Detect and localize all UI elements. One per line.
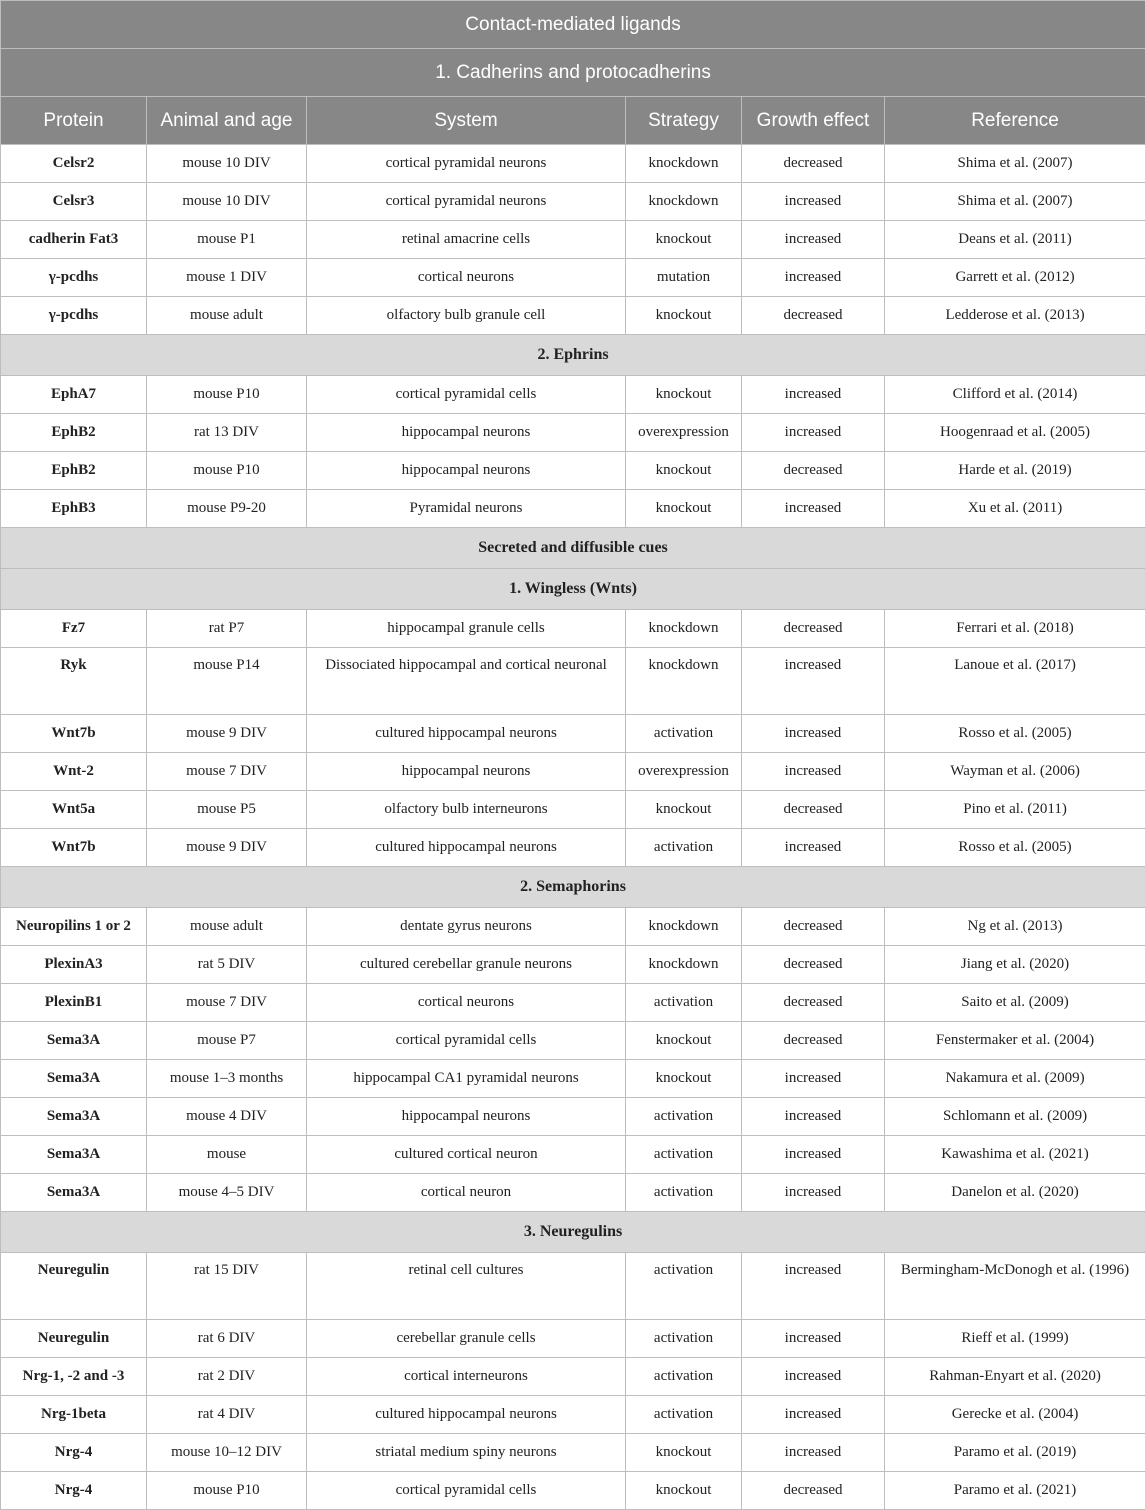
table-row: [1, 984, 1145, 1022]
column-header-reference: Reference: [885, 97, 1145, 145]
strategy-cell: knockout: [626, 1022, 742, 1060]
protein-cell: Wnt7b: [1, 829, 147, 867]
reference-cell: Ng et al. (2013): [885, 908, 1145, 946]
system-cell: hippocampal granule cells: [307, 610, 626, 648]
animal-age-cell: mouse 9 DIV: [147, 715, 307, 753]
section-heading: 3. Neuregulins: [1, 1212, 1145, 1253]
reference-cell: Schlomann et al. (2009): [885, 1098, 1145, 1136]
growth-effect-cell: increased: [742, 648, 885, 715]
animal-age-cell: mouse P10: [147, 452, 307, 490]
growth-effect-cell: increased: [742, 1253, 885, 1320]
animal-age-cell: rat P7: [147, 610, 307, 648]
reference-cell: Shima et al. (2007): [885, 183, 1145, 221]
growth-effect-cell: increased: [742, 1060, 885, 1098]
animal-age-cell: mouse P5: [147, 791, 307, 829]
animal-age-cell: mouse 7 DIV: [147, 984, 307, 1022]
reference-cell: Gerecke et al. (2004): [885, 1396, 1145, 1434]
reference-cell: Fenstermaker et al. (2004): [885, 1022, 1145, 1060]
growth-effect-cell: decreased: [742, 791, 885, 829]
table-row: [1, 1358, 1145, 1396]
table-row: [1, 829, 1145, 867]
protein-cell: Sema3A: [1, 1022, 147, 1060]
table-row: [1, 1253, 1145, 1320]
protein-cell: γ-pcdhs: [1, 297, 147, 335]
table-row: [1, 908, 1145, 946]
protein-cell: Nrg-4: [1, 1434, 147, 1472]
column-header-system: System: [307, 97, 626, 145]
protein-cell: Sema3A: [1, 1136, 147, 1174]
growth-effect-cell: increased: [742, 1174, 885, 1212]
animal-age-cell: mouse 1–3 months: [147, 1060, 307, 1098]
table-row: [1, 414, 1145, 452]
section-heading: Secreted and diffusible cues: [1, 528, 1145, 569]
growth-effect-cell: decreased: [742, 946, 885, 984]
growth-effect-cell: increased: [742, 1098, 885, 1136]
system-cell: dentate gyrus neurons: [307, 908, 626, 946]
animal-age-cell: mouse 10 DIV: [147, 183, 307, 221]
growth-effect-cell: increased: [742, 1358, 885, 1396]
reference-cell: Rieff et al. (1999): [885, 1320, 1145, 1358]
reference-cell: Lanoue et al. (2017): [885, 648, 1145, 715]
growth-effect-cell: increased: [742, 183, 885, 221]
strategy-cell: activation: [626, 1358, 742, 1396]
reference-cell: Garrett et al. (2012): [885, 259, 1145, 297]
strategy-cell: knockdown: [626, 145, 742, 183]
protein-cell: PlexinA3: [1, 946, 147, 984]
growth-effect-cell: increased: [742, 829, 885, 867]
table-row: [1, 1098, 1145, 1136]
growth-effect-cell: increased: [742, 1396, 885, 1434]
column-header-protein: Protein: [1, 97, 147, 145]
system-cell: cultured cerebellar granule neurons: [307, 946, 626, 984]
table-row: [1, 648, 1145, 715]
strategy-cell: knockdown: [626, 908, 742, 946]
growth-effect-cell: decreased: [742, 1022, 885, 1060]
column-header-strategy: Strategy: [626, 97, 742, 145]
strategy-cell: knockdown: [626, 610, 742, 648]
reference-cell: Bermingham-McDonogh et al. (1996): [885, 1253, 1145, 1320]
protein-cell: Sema3A: [1, 1060, 147, 1098]
reference-cell: Clifford et al. (2014): [885, 376, 1145, 414]
growth-effect-cell: decreased: [742, 984, 885, 1022]
protein-cell: Sema3A: [1, 1174, 147, 1212]
system-cell: cultured hippocampal neurons: [307, 715, 626, 753]
table-row: [1, 1060, 1145, 1098]
table-row: [1, 259, 1145, 297]
reference-cell: Hoogenraad et al. (2005): [885, 414, 1145, 452]
animal-age-cell: mouse P9-20: [147, 490, 307, 528]
table-row: [1, 221, 1145, 259]
system-cell: cultured hippocampal neurons: [307, 1396, 626, 1434]
table-row: [1, 715, 1145, 753]
growth-effect-cell: decreased: [742, 908, 885, 946]
strategy-cell: activation: [626, 715, 742, 753]
animal-age-cell: mouse P10: [147, 1472, 307, 1510]
strategy-cell: knockout: [626, 221, 742, 259]
system-cell: cortical pyramidal neurons: [307, 183, 626, 221]
strategy-cell: knockout: [626, 791, 742, 829]
table-row: [1, 1472, 1145, 1510]
system-cell: hippocampal neurons: [307, 452, 626, 490]
growth-effect-cell: decreased: [742, 452, 885, 490]
animal-age-cell: mouse P10: [147, 376, 307, 414]
protein-cell: Neuregulin: [1, 1253, 147, 1320]
system-cell: cortical neurons: [307, 259, 626, 297]
animal-age-cell: mouse P14: [147, 648, 307, 715]
protein-cell: Sema3A: [1, 1098, 147, 1136]
system-cell: cortical neurons: [307, 984, 626, 1022]
growth-effect-cell: increased: [742, 753, 885, 791]
animal-age-cell: mouse 10–12 DIV: [147, 1434, 307, 1472]
strategy-cell: knockout: [626, 1434, 742, 1472]
animal-age-cell: mouse P7: [147, 1022, 307, 1060]
column-header-animal-age: Animal and age: [147, 97, 307, 145]
section-header-row: [1, 528, 1145, 569]
strategy-cell: knockdown: [626, 648, 742, 715]
table-row: [1, 791, 1145, 829]
protein-cell: Nrg-4: [1, 1472, 147, 1510]
table-row: [1, 753, 1145, 791]
protein-cell: Neuropilins 1 or 2: [1, 908, 147, 946]
animal-age-cell: mouse 4 DIV: [147, 1098, 307, 1136]
table-row: [1, 297, 1145, 335]
table-title: Contact-mediated ligands: [1, 1, 1145, 49]
reference-cell: Deans et al. (2011): [885, 221, 1145, 259]
growth-effect-cell: decreased: [742, 297, 885, 335]
section-heading: 2. Ephrins: [1, 335, 1145, 376]
protein-cell: EphB3: [1, 490, 147, 528]
strategy-cell: overexpression: [626, 753, 742, 791]
reference-cell: Paramo et al. (2019): [885, 1434, 1145, 1472]
reference-cell: Nakamura et al. (2009): [885, 1060, 1145, 1098]
reference-cell: Wayman et al. (2006): [885, 753, 1145, 791]
section-header-row: [1, 569, 1145, 610]
reference-cell: Jiang et al. (2020): [885, 946, 1145, 984]
growth-effect-cell: increased: [742, 1136, 885, 1174]
reference-cell: Rosso et al. (2005): [885, 715, 1145, 753]
system-cell: cortical pyramidal cells: [307, 1472, 626, 1510]
strategy-cell: knockout: [626, 297, 742, 335]
reference-cell: Pino et al. (2011): [885, 791, 1145, 829]
table-row: [1, 1434, 1145, 1472]
reference-cell: Ledderose et al. (2013): [885, 297, 1145, 335]
table-row: [1, 1396, 1145, 1434]
reference-cell: Rosso et al. (2005): [885, 829, 1145, 867]
animal-age-cell: mouse 10 DIV: [147, 145, 307, 183]
system-cell: cultured hippocampal neurons: [307, 829, 626, 867]
protein-cell: Neuregulin: [1, 1320, 147, 1358]
protein-cell: EphB2: [1, 414, 147, 452]
strategy-cell: activation: [626, 1253, 742, 1320]
table-row: [1, 145, 1145, 183]
animal-age-cell: rat 6 DIV: [147, 1320, 307, 1358]
system-cell: hippocampal neurons: [307, 1098, 626, 1136]
system-cell: hippocampal neurons: [307, 753, 626, 791]
protein-cell: PlexinB1: [1, 984, 147, 1022]
table-row: [1, 1174, 1145, 1212]
protein-cell: cadherin Fat3: [1, 221, 147, 259]
system-cell: cultured cortical neuron: [307, 1136, 626, 1174]
animal-age-cell: mouse: [147, 1136, 307, 1174]
growth-effect-cell: increased: [742, 1320, 885, 1358]
protein-cell: Fz7: [1, 610, 147, 648]
system-cell: hippocampal CA1 pyramidal neurons: [307, 1060, 626, 1098]
section-heading: 2. Semaphorins: [1, 867, 1145, 908]
protein-cell: EphB2: [1, 452, 147, 490]
growth-effect-cell: decreased: [742, 610, 885, 648]
table-row: [1, 1320, 1145, 1358]
table-row: [1, 452, 1145, 490]
reference-cell: Paramo et al. (2021): [885, 1472, 1145, 1510]
table-row: [1, 1022, 1145, 1060]
growth-effect-cell: increased: [742, 715, 885, 753]
reference-cell: Rahman-Enyart et al. (2020): [885, 1358, 1145, 1396]
protein-cell: Celsr3: [1, 183, 147, 221]
table-row: [1, 946, 1145, 984]
system-cell: olfactory bulb interneurons: [307, 791, 626, 829]
section-heading: 1. Wingless (Wnts): [1, 569, 1145, 610]
growth-effect-cell: increased: [742, 376, 885, 414]
protein-cell: EphA7: [1, 376, 147, 414]
strategy-cell: activation: [626, 829, 742, 867]
reference-cell: Saito et al. (2009): [885, 984, 1145, 1022]
system-cell: cortical interneurons: [307, 1358, 626, 1396]
reference-cell: Harde et al. (2019): [885, 452, 1145, 490]
column-header-row: [1, 97, 1145, 145]
strategy-cell: overexpression: [626, 414, 742, 452]
section-header-row: [1, 1212, 1145, 1253]
reference-cell: Xu et al. (2011): [885, 490, 1145, 528]
system-cell: cortical pyramidal cells: [307, 1022, 626, 1060]
animal-age-cell: rat 13 DIV: [147, 414, 307, 452]
system-cell: cortical pyramidal cells: [307, 376, 626, 414]
growth-effect-cell: increased: [742, 1434, 885, 1472]
system-cell: cerebellar granule cells: [307, 1320, 626, 1358]
strategy-cell: knockout: [626, 452, 742, 490]
strategy-cell: knockdown: [626, 183, 742, 221]
protein-cell: Ryk: [1, 648, 147, 715]
strategy-cell: activation: [626, 1136, 742, 1174]
system-cell: olfactory bulb granule cell: [307, 297, 626, 335]
section-header-row: [1, 335, 1145, 376]
animal-age-cell: mouse adult: [147, 908, 307, 946]
table-row: [1, 376, 1145, 414]
system-cell: retinal amacrine cells: [307, 221, 626, 259]
table-row: [1, 183, 1145, 221]
growth-effect-cell: decreased: [742, 145, 885, 183]
growth-effect-cell: increased: [742, 414, 885, 452]
strategy-cell: knockout: [626, 1472, 742, 1510]
reference-cell: Danelon et al. (2020): [885, 1174, 1145, 1212]
animal-age-cell: mouse 4–5 DIV: [147, 1174, 307, 1212]
animal-age-cell: rat 4 DIV: [147, 1396, 307, 1434]
reference-cell: Shima et al. (2007): [885, 145, 1145, 183]
animal-age-cell: mouse 1 DIV: [147, 259, 307, 297]
table-row: [1, 1136, 1145, 1174]
section-header-row: [1, 867, 1145, 908]
strategy-cell: knockout: [626, 376, 742, 414]
growth-effect-cell: increased: [742, 221, 885, 259]
animal-age-cell: rat 5 DIV: [147, 946, 307, 984]
strategy-cell: knockout: [626, 490, 742, 528]
protein-cell: Wnt7b: [1, 715, 147, 753]
animal-age-cell: mouse 7 DIV: [147, 753, 307, 791]
protein-cell: Celsr2: [1, 145, 147, 183]
strategy-cell: activation: [626, 1320, 742, 1358]
animal-age-cell: mouse 9 DIV: [147, 829, 307, 867]
strategy-cell: mutation: [626, 259, 742, 297]
growth-effect-cell: increased: [742, 490, 885, 528]
table-subtitle: 1. Cadherins and protocadherins: [1, 49, 1145, 97]
protein-cell: Wnt5a: [1, 791, 147, 829]
reference-cell: Kawashima et al. (2021): [885, 1136, 1145, 1174]
protein-cell: Nrg-1, -2 and -3: [1, 1358, 147, 1396]
animal-age-cell: rat 15 DIV: [147, 1253, 307, 1320]
system-cell: cortical neuron: [307, 1174, 626, 1212]
column-header-growth-effect: Growth effect: [742, 97, 885, 145]
system-cell: striatal medium spiny neurons: [307, 1434, 626, 1472]
protein-cell: Wnt-2: [1, 753, 147, 791]
strategy-cell: knockdown: [626, 946, 742, 984]
system-cell: retinal cell cultures: [307, 1253, 626, 1320]
system-cell: Pyramidal neurons: [307, 490, 626, 528]
growth-effect-cell: decreased: [742, 1472, 885, 1510]
strategy-cell: activation: [626, 984, 742, 1022]
system-cell: cortical pyramidal neurons: [307, 145, 626, 183]
strategy-cell: activation: [626, 1396, 742, 1434]
table-row: [1, 490, 1145, 528]
animal-age-cell: rat 2 DIV: [147, 1358, 307, 1396]
animal-age-cell: mouse adult: [147, 297, 307, 335]
system-cell: Dissociated hippocampal and cortical neuronal: [307, 648, 626, 715]
system-cell: hippocampal neurons: [307, 414, 626, 452]
table-body: [1, 145, 1145, 1510]
strategy-cell: activation: [626, 1174, 742, 1212]
animal-age-cell: mouse P1: [147, 221, 307, 259]
table-row: [1, 610, 1145, 648]
strategy-cell: knockout: [626, 1060, 742, 1098]
growth-effect-cell: increased: [742, 259, 885, 297]
strategy-cell: activation: [626, 1098, 742, 1136]
protein-cell: Nrg-1beta: [1, 1396, 147, 1434]
protein-cell: γ-pcdhs: [1, 259, 147, 297]
reference-cell: Ferrari et al. (2018): [885, 610, 1145, 648]
